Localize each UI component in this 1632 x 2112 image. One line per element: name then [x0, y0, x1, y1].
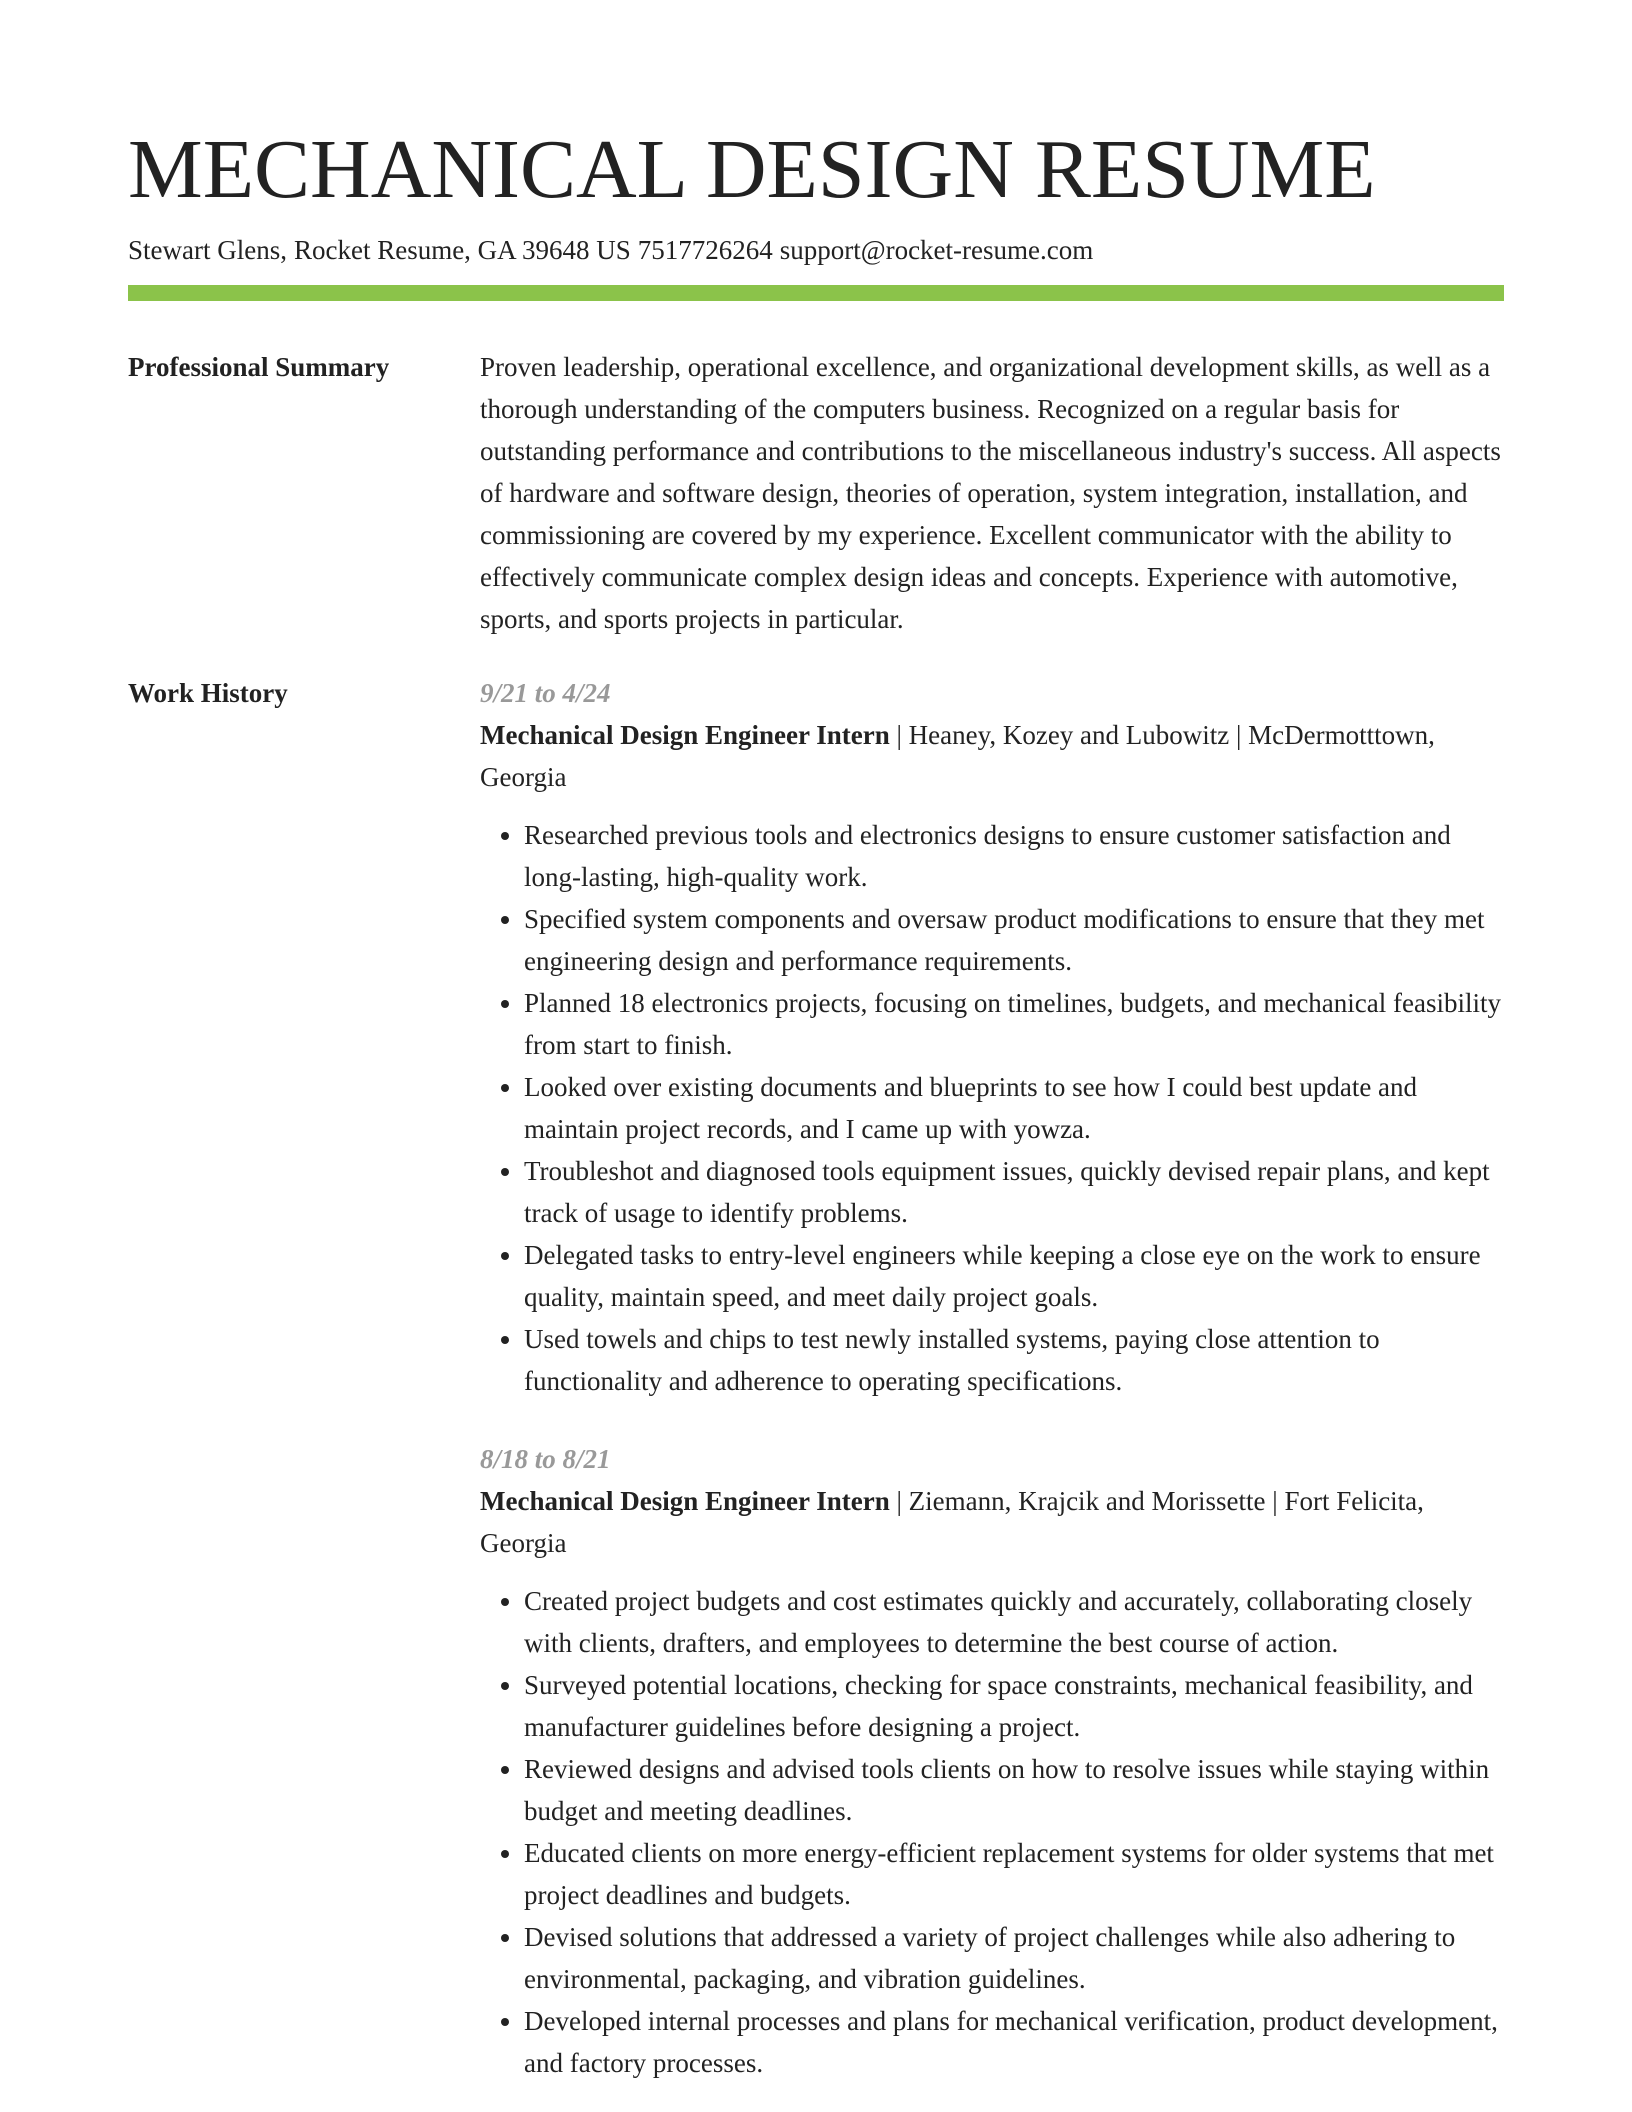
contact-line — [128, 230, 1100, 270]
summary-label: Professional Summary — [128, 352, 390, 382]
contact-phone: 7517726264 — [637, 235, 773, 265]
job-entry — [480, 1438, 1504, 2084]
job-dates: 9/21 to 4/24 — [480, 678, 611, 708]
job-dates: 8/18 to 8/21 — [480, 1444, 611, 1474]
job-bullet: • Specified system components and oversaw product modifications to ensure that they met engineering design and performance requirements. — [524, 898, 1504, 982]
contact-email: support@rocket-resume.com — [779, 235, 1094, 265]
summary-body — [480, 346, 1504, 640]
header-divider — [128, 285, 1504, 301]
job-bullet: • Created project budgets and cost estimates quickly and accurately, collaborating closely with clients, drafters, and employees to determine the best course of action. — [524, 1580, 1504, 1664]
job-bullet-list — [480, 814, 1504, 1402]
job-title: Mechanical Design Engineer Intern — [480, 1486, 890, 1516]
job-bullet: • Devised solutions that addressed a variety of project challenges while also adhering to environmental, packaging, and vibration guidelines. — [524, 1916, 1504, 2000]
job-bullet: • Planned 18 electronics projects, focusing on timelines, budgets, and mechanical feasibility from start to finish. — [524, 982, 1504, 1066]
job-employer-location: | Ziemann, Krajcik and Morissette | Fort Felicita, Georgia — [480, 1486, 1424, 1558]
work-history-body — [480, 672, 1504, 2084]
job-bullet: • Looked over existing documents and blueprints to see how I could best update and maintain project records, and I came up with yowza. — [524, 1066, 1504, 1150]
job-employer-location: | Heaney, Kozey and Lubowitz | McDermotttown, Georgia — [480, 720, 1435, 792]
job-entry — [480, 672, 1504, 1402]
job-bullet: • Used towels and chips to test newly installed systems, paying close attention to functionality and adherence to operating specifications. — [524, 1318, 1504, 1402]
contact-name: Stewart Glens, — [128, 235, 287, 265]
job-bullet-list — [480, 1580, 1504, 2084]
job-bullet: • Developed internal processes and plans for mechanical verification, product development, and factory processes. — [524, 2000, 1504, 2084]
job-bullet: • Researched previous tools and electronics designs to ensure customer satisfaction and long-lasting, high-quality work. — [524, 814, 1504, 898]
job-heading — [480, 714, 1504, 798]
job-bullet: • Surveyed potential locations, checking for space constraints, mechanical feasibility, and manufacturer guidelines before designing a project. — [524, 1664, 1504, 1748]
resume-title: MECHANICAL DESIGN RESUME — [128, 123, 1376, 216]
job-bullet: • Educated clients on more energy-efficient replacement systems for older systems that met project deadlines and budgets. — [524, 1832, 1504, 1916]
contact-address: Rocket Resume, GA 39648 US — [293, 235, 631, 265]
job-bullet: • Troubleshot and diagnosed tools equipment issues, quickly devised repair plans, and kept track of usage to identify problems. — [524, 1150, 1504, 1234]
job-bullet: • Reviewed designs and advised tools clients on how to resolve issues while staying within budget and meeting deadlines. — [524, 1748, 1504, 1832]
summary-text: Proven leadership, operational excellence, and organizational development skills, as well as a thorough understanding of the computers business. Recognized on a regular basis for outstanding performance and contributions to the miscellaneous industry's success. All aspects of hardware and software design, theories of operation, system integration, installation, and commissioning are covered by my experience. Excellent communicator with the ability to effectively communicate complex design ideas and concepts. Experience with automotive, sports, and sports projects in particular. — [480, 352, 1501, 634]
work-history-label: Work History — [128, 678, 288, 708]
job-title: Mechanical Design Engineer Intern — [480, 720, 890, 750]
job-bullet: • Delegated tasks to entry-level engineers while keeping a close eye on the work to ensure quality, maintain speed, and meet daily project goals. — [524, 1234, 1504, 1318]
job-heading — [480, 1480, 1504, 1564]
